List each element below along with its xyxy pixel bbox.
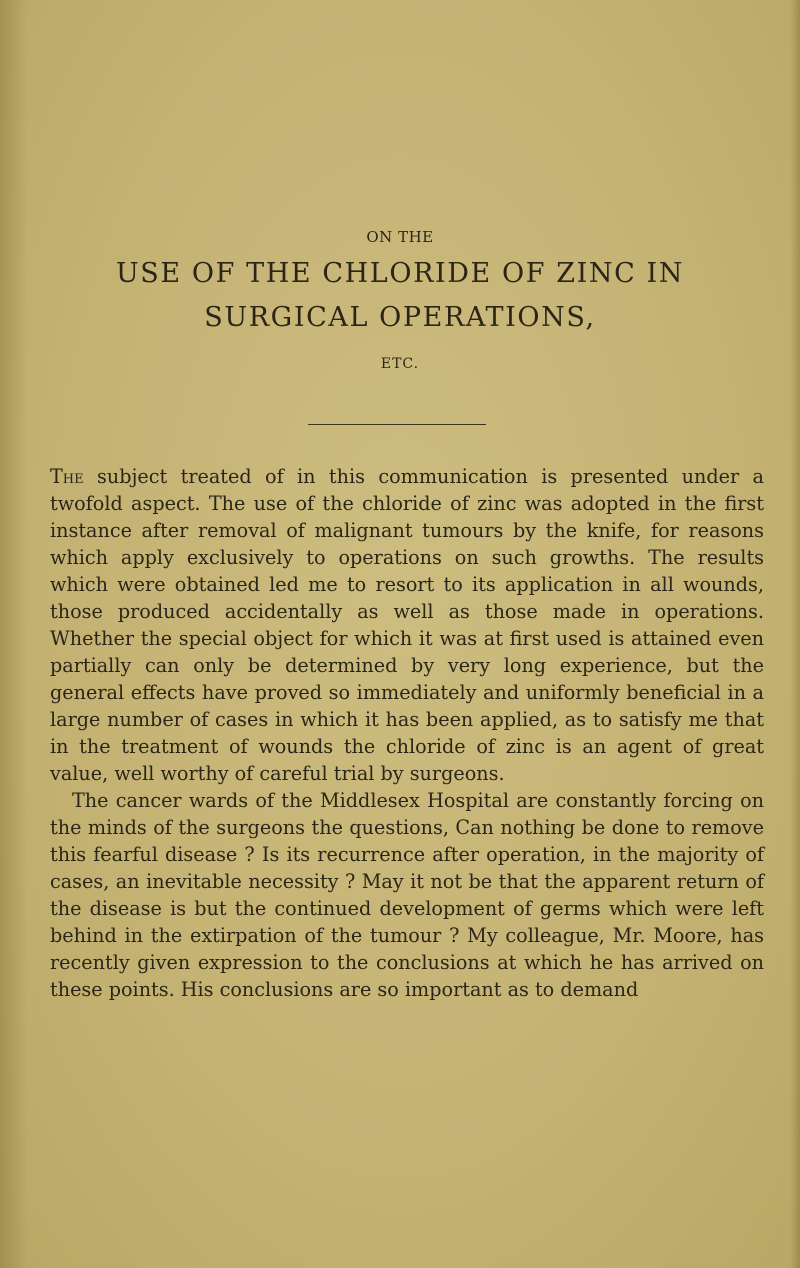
paragraph-1 bbox=[50, 463, 764, 787]
title-divider bbox=[308, 424, 486, 425]
paragraph-1-lead: The bbox=[50, 465, 84, 488]
pre-title: ON THE bbox=[366, 228, 434, 246]
paragraph-1-text: subject treated of in this communication is presented under a twofold aspect. The use of the chloride of zinc was adopted in the first instance after removal of malignant tumours by the knife, for reasons which apply exclusively to operations on such growths. The results which were obtained led me to resort to its application in all wounds, those produced accidentally as well as those made in operations. Whether the special object for which it was at first used is attained even partially can only be determined by very long experience, but the general effects have proved so immediately and uniformly beneficial in a large number of cases in which it has been applied, as to satisfy me that in the treatment of wounds the chloride of zinc is an agent of great value, well worthy of careful trial by surgeons. bbox=[50, 465, 764, 785]
body-text bbox=[50, 463, 764, 1003]
binding-shadow bbox=[0, 0, 28, 1268]
title-etc: ETC. bbox=[380, 356, 420, 372]
title-line-2: SURGICAL OPERATIONS, bbox=[204, 302, 596, 333]
page-edge bbox=[790, 0, 800, 1268]
title-line-1: USE OF THE CHLORIDE OF ZINC IN bbox=[115, 258, 685, 289]
paragraph-2: The cancer wards of the Middlesex Hospital are constantly forcing on the minds of the surgeons the questions, Can nothing be done to remove this fearful disease ? Is its recurrence after operation, in the majority of cases, an inevitable necessity ? May it not be that the apparent return of the disease is but the continued development of germs which were left behind in the extirpation of the tumour ? My colleague, Mr. Moore, has recently given expression to the conclusions at which he has arrived on these points. His conclusions are so important as to demand bbox=[50, 789, 764, 1001]
